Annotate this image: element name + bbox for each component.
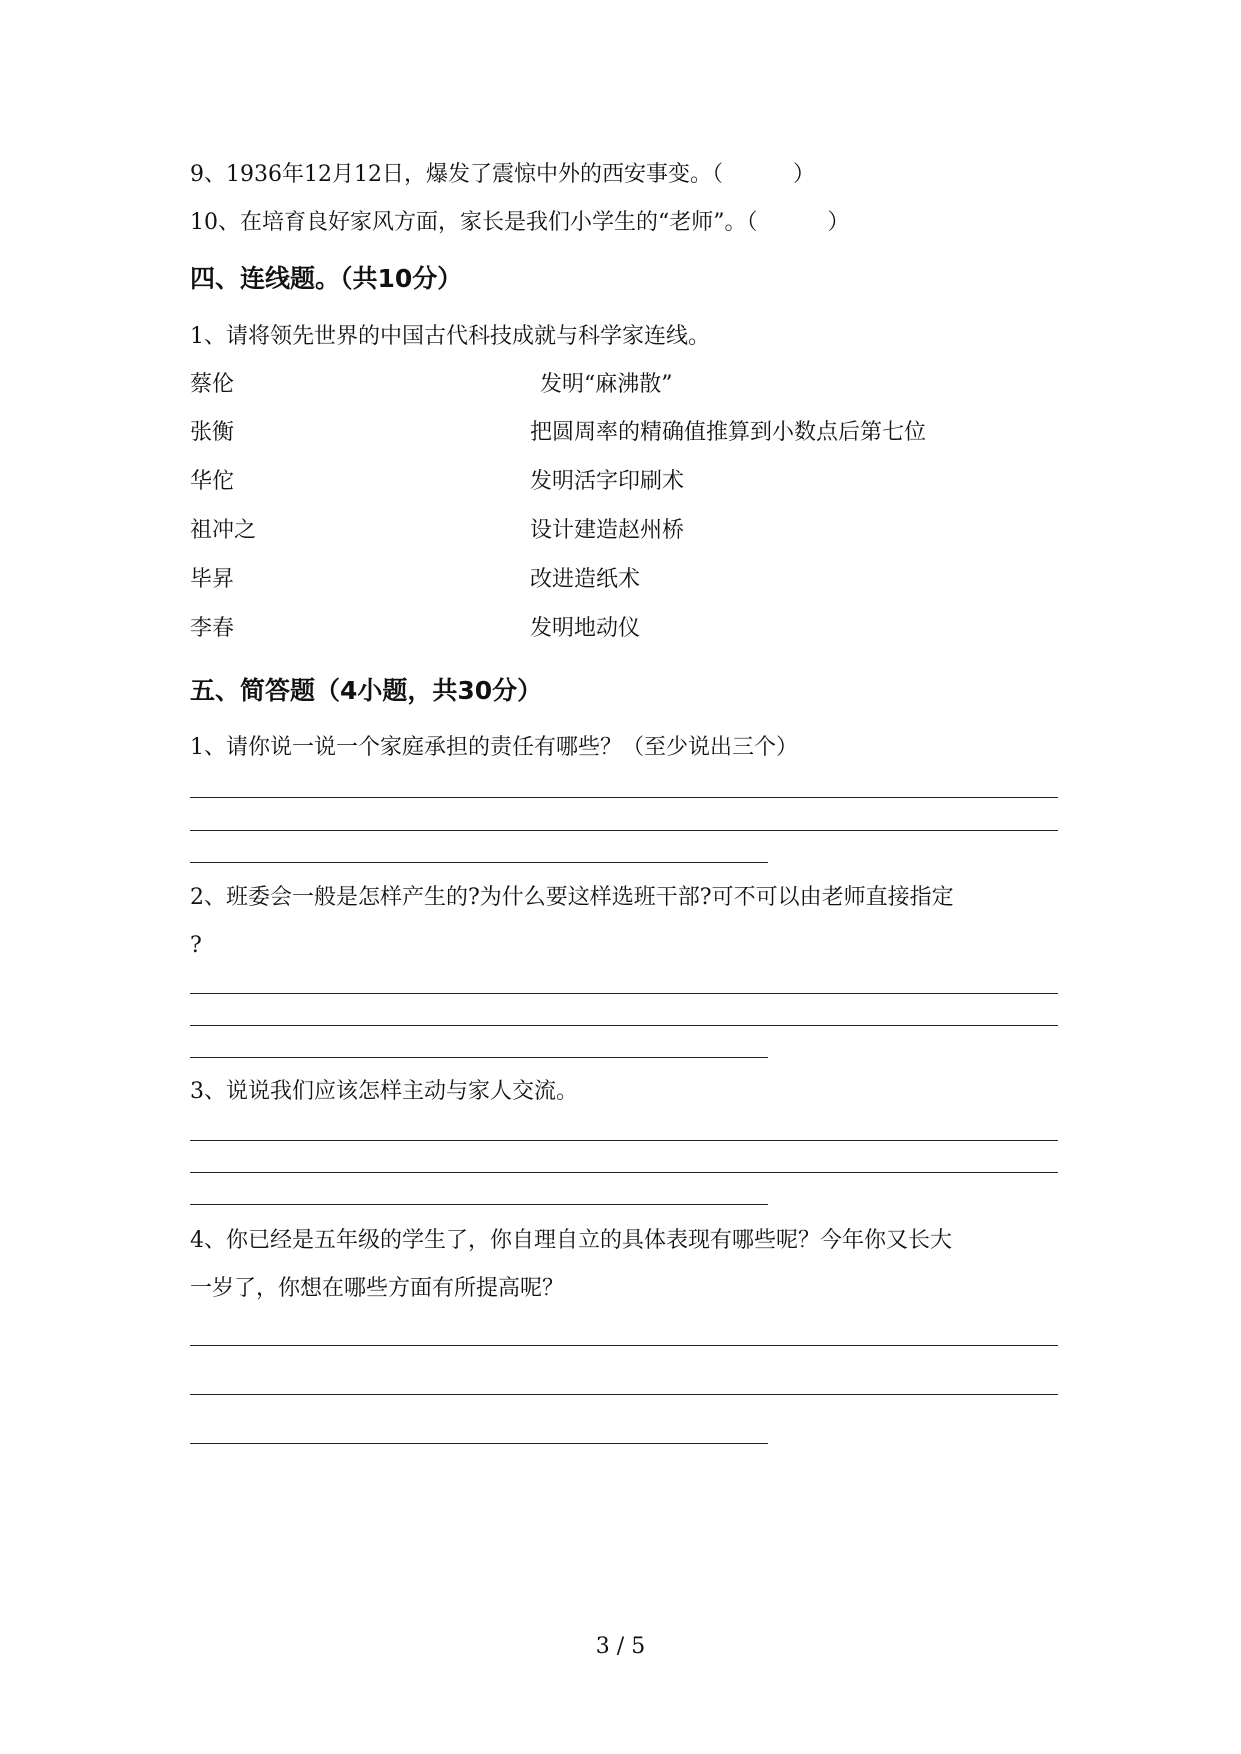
- answer-line[interactable]: [190, 1394, 1058, 1395]
- tf-question-10-text: 10、在培育良好家风方面，家长是我们小学生的“老师”。（: [190, 210, 758, 235]
- scientist-item[interactable]: 蔡伦: [190, 372, 235, 397]
- section-4-question-1: 1、请将领先世界的中国古代科技成就与科学家连线。: [190, 324, 710, 349]
- answer-line[interactable]: [190, 830, 1058, 831]
- achievement-item[interactable]: 发明“麻沸散”: [540, 372, 673, 397]
- section-5-question-1: 1、请你说一说一个家庭承担的责任有哪些？（至少说出三个）: [190, 735, 798, 760]
- tf-question-9: [190, 160, 815, 190]
- answer-line[interactable]: [190, 1172, 1058, 1173]
- answer-line[interactable]: [190, 797, 1058, 798]
- section-5-question-2-cont: ?: [190, 933, 202, 958]
- scientist-item[interactable]: 祖冲之: [190, 518, 257, 543]
- tf-question-10-close: ）: [827, 210, 850, 235]
- answer-line[interactable]: [190, 1025, 1058, 1026]
- achievement-item[interactable]: 把圆周率的精确值推算到小数点后第七位: [530, 420, 927, 445]
- answer-line[interactable]: [190, 862, 768, 863]
- section-4-heading: 四、连线题。（共10分）: [190, 264, 463, 293]
- answer-line[interactable]: [190, 1057, 768, 1058]
- page-number: 3 / 5: [595, 1634, 646, 1659]
- achievement-item[interactable]: 设计建造赵州桥: [530, 518, 685, 543]
- scientist-item[interactable]: 毕昇: [190, 567, 235, 592]
- tf-question-9-close: ）: [792, 162, 815, 187]
- section-5-question-3: 3、说说我们应该怎样主动与家人交流。: [190, 1079, 578, 1104]
- achievement-item[interactable]: 改进造纸术: [530, 567, 641, 592]
- answer-line[interactable]: [190, 1443, 768, 1444]
- tf-question-10: [190, 208, 850, 238]
- answer-line[interactable]: [190, 1345, 1058, 1346]
- answer-line[interactable]: [190, 1204, 768, 1205]
- answer-line[interactable]: [190, 1140, 1058, 1141]
- scientist-item[interactable]: 李春: [190, 616, 235, 641]
- achievement-item[interactable]: 发明活字印刷术: [530, 469, 685, 494]
- section-5-question-4-cont: 一岁了，你想在哪些方面有所提高呢？: [190, 1276, 565, 1301]
- scientist-item[interactable]: 华佗: [190, 469, 235, 494]
- tf-question-9-text: 9、1936年12月12日，爆发了震惊中外的西安事变。（: [190, 162, 723, 187]
- achievement-item[interactable]: 发明地动仪: [530, 616, 641, 641]
- section-5-heading: 五、简答题（4小题，共30分）: [190, 676, 543, 705]
- section-5-question-2: 2、班委会一般是怎样产生的?为什么要这样选班干部?可不可以由老师直接指定: [190, 885, 954, 910]
- answer-line[interactable]: [190, 993, 1058, 994]
- section-5-question-4: 4、你已经是五年级的学生了，你自理自立的具体表现有哪些呢？今年你又长大: [190, 1228, 952, 1253]
- scientist-item[interactable]: 张衡: [190, 420, 235, 445]
